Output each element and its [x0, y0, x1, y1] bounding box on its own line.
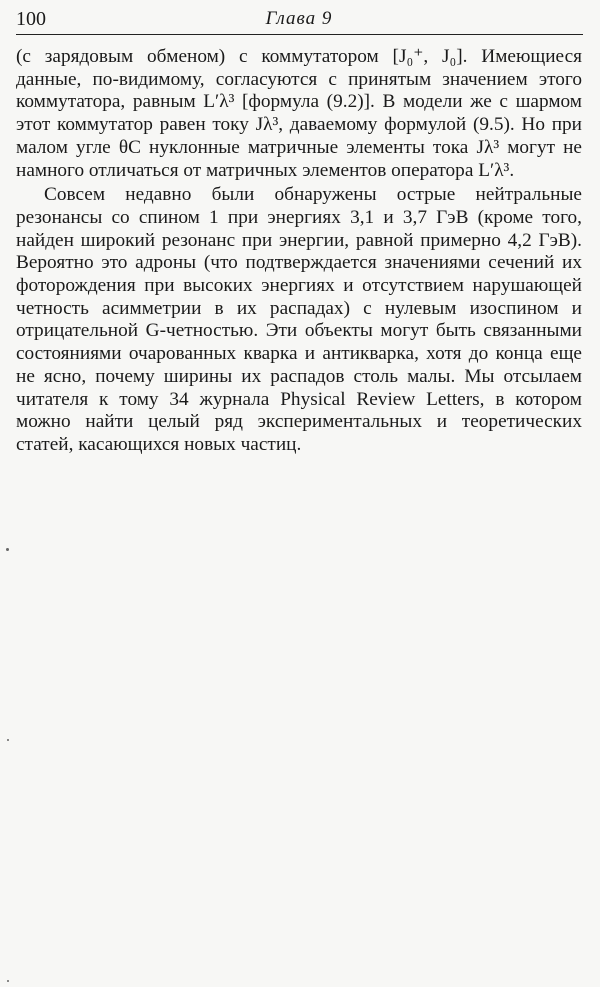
chapter-title: Глава 9: [265, 8, 333, 29]
paragraph-1: (с зарядовым обменом) с коммутатором [J₀⁺, J₀]. Имеющиеся данные, по-видимому, согласуются с принятым значением этого коммутатора, равным L′λ³ [формула (9.2)]. В модели же с шармом этот коммутатор равен току Jλ³, даваемому формулой (9.5). Но при малом угле θC нуклонные матричные элементы тока Jλ³ могут не намного отличаться от матричных элементов оператора L′λ³.: [16, 46, 582, 181]
scan-speck: [6, 548, 9, 551]
running-header: [16, 6, 582, 32]
header-rule: [16, 34, 583, 35]
scan-speck: [7, 980, 9, 982]
body-text: [16, 46, 582, 457]
page-number: 100: [16, 8, 46, 30]
scan-speck: [7, 739, 9, 741]
paragraph-2: Совсем недавно были обнаружены острые нейтральные резонансы со спином 1 при энергиях 3,1 и 3,7 ГэВ (кроме того, найден широкий резонанс при энергии, равной примерно 4,2 ГэВ). Вероятно это адроны (что подтверждается значениями сечений их фоторождения при высоких энергиях и отсутствием нарушающей четность асимметрии в их распадах) с нулевым изоспином и отрицательной G-четностью. Эти объекты могут быть связанными состояниями очарованных кварка и антикварка, хотя до конца еще не ясно, почему ширины их распадов столь малы. Мы отсылаем читателя к тому 34 журнала Physical Review Letters, в котором можно найти целый ряд экспериментальных и теоретических статей, касающихся новых частиц.: [16, 184, 582, 455]
